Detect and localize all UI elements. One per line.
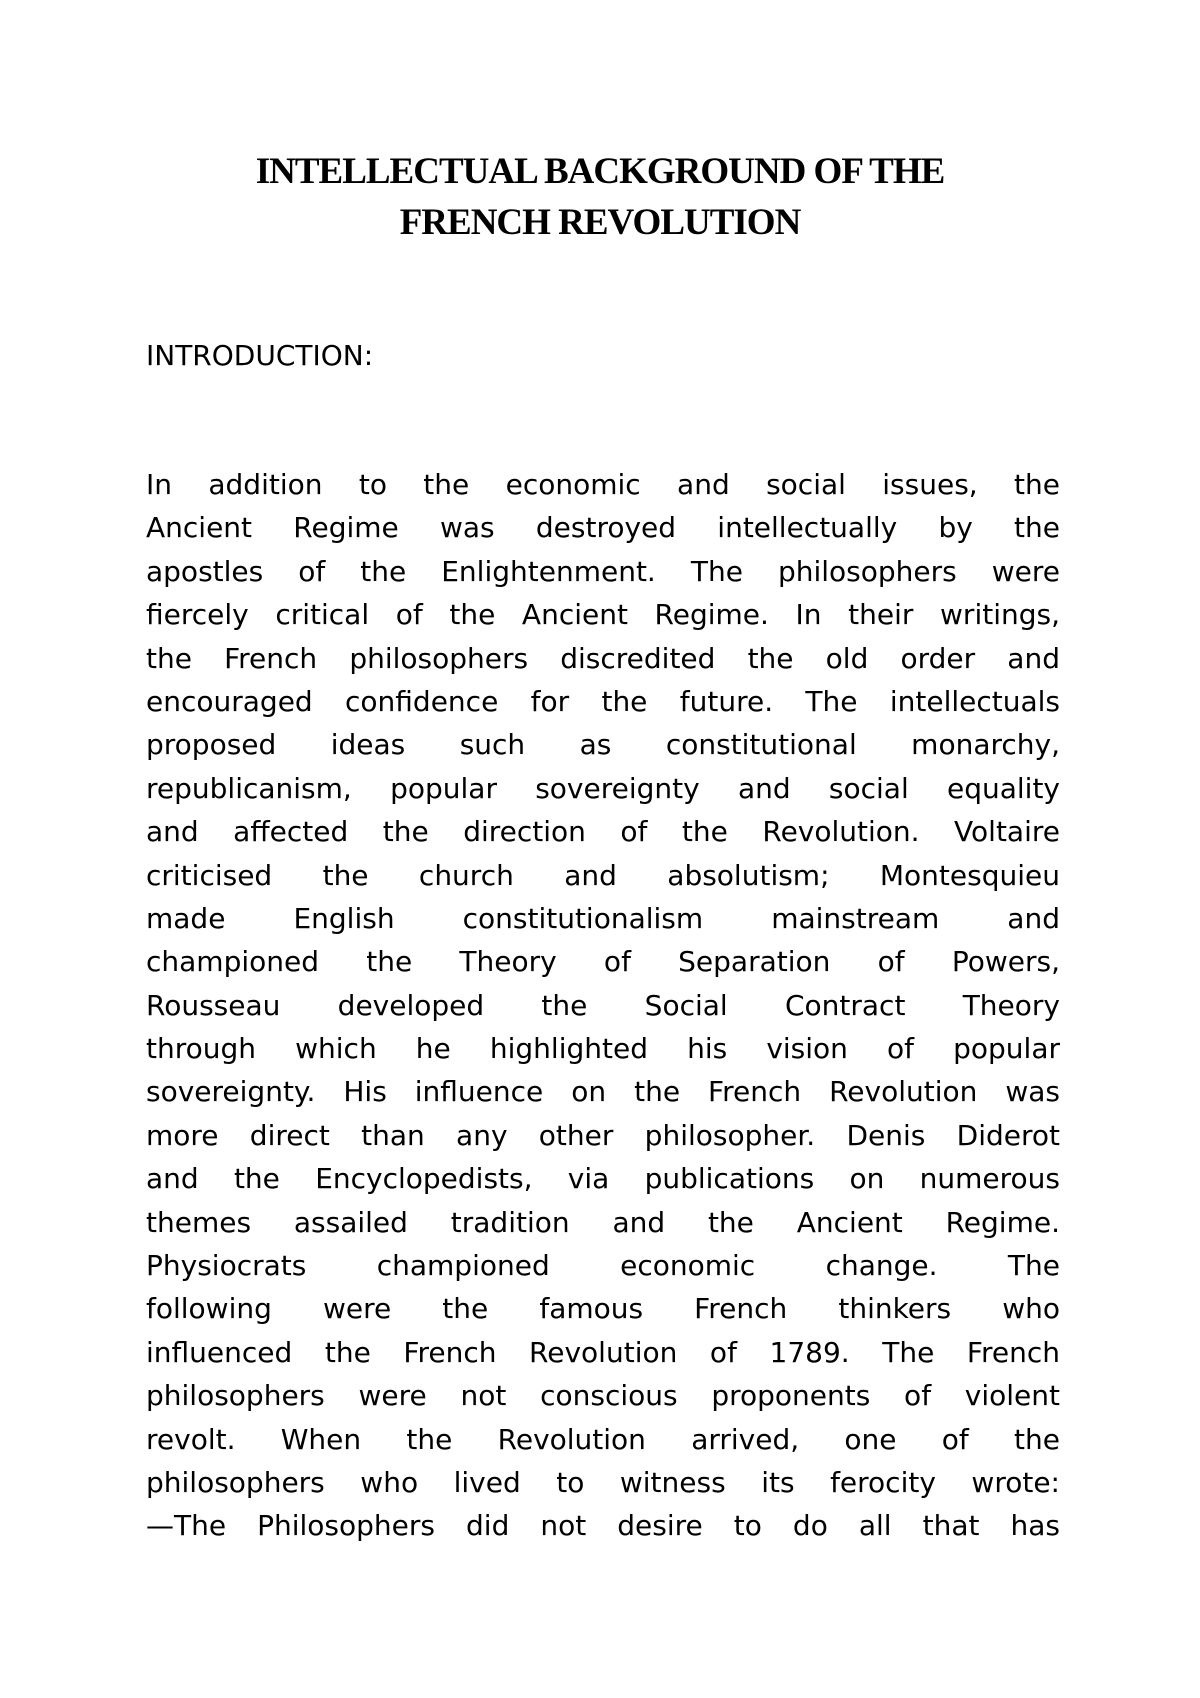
paragraph-line: and affected the direction of the Revolution. Voltaire <box>146 815 1060 849</box>
paragraph-line: revolt. When the Revolution arrived, one of the <box>146 1422 1060 1456</box>
paragraph-line: criticised the church and absolutism; Montesquieu <box>146 858 1060 892</box>
paragraph-line: —The Philosophers did not desire to do all that has <box>146 1509 1060 1543</box>
document-title <box>0 146 1200 248</box>
paragraph-line: championed the Theory of Separation of Powers, <box>146 945 1060 979</box>
paragraph-line: In addition to the economic and social issues, the <box>146 468 1060 501</box>
title-line: FRENCH REVOLUTION <box>399 202 801 243</box>
paragraph-line: Physiocrats championed economic change. The <box>146 1249 1060 1283</box>
paragraph-line: republicanism, popular sovereignty and social equality <box>146 771 1060 805</box>
paragraph-line: the French philosophers discredited the old order and <box>146 641 1060 675</box>
paragraph-line: Ancient Regime was destroyed intellectually by the <box>146 511 1060 545</box>
paragraph-line: following were the famous French thinkers who <box>146 1292 1060 1326</box>
paragraph-line: more direct than any other philosopher. Denis Diderot <box>146 1118 1060 1152</box>
title-line: INTELLECTUAL BACKGROUND OF THE <box>255 151 945 192</box>
paragraph-line: and the Encyclopedists, via publications on numerous <box>146 1162 1060 1196</box>
paragraph-line: fiercely critical of the Ancient Regime. In their writings, <box>146 598 1060 632</box>
paragraph-line: sovereignty. His influence on the French Revolution was <box>146 1075 1060 1109</box>
paragraph-line: encouraged confidence for the future. The intellectuals <box>146 684 1060 718</box>
paragraph-line: influenced the French Revolution of 1789. The French <box>146 1335 1060 1369</box>
paragraph-line: philosophers who lived to witness its ferocity wrote: <box>146 1465 1060 1499</box>
paragraph-line: themes assailed tradition and the Ancient Regime. <box>146 1205 1060 1239</box>
paragraph-line: apostles of the Enlightenment. The philosophers were <box>146 554 1060 588</box>
paragraph-line: philosophers were not conscious proponents of violent <box>146 1379 1060 1413</box>
paragraph-line: through which he highlighted his vision of popular <box>146 1032 1060 1066</box>
paragraph-line: proposed ideas such as constitutional monarchy, <box>146 728 1060 762</box>
body-paragraph <box>146 463 1060 1548</box>
paragraph-line: made English constitutionalism mainstream and <box>146 901 1060 935</box>
section-heading: INTRODUCTION: <box>146 339 374 372</box>
paragraph-line: Rousseau developed the Social Contract Theory <box>146 988 1060 1022</box>
